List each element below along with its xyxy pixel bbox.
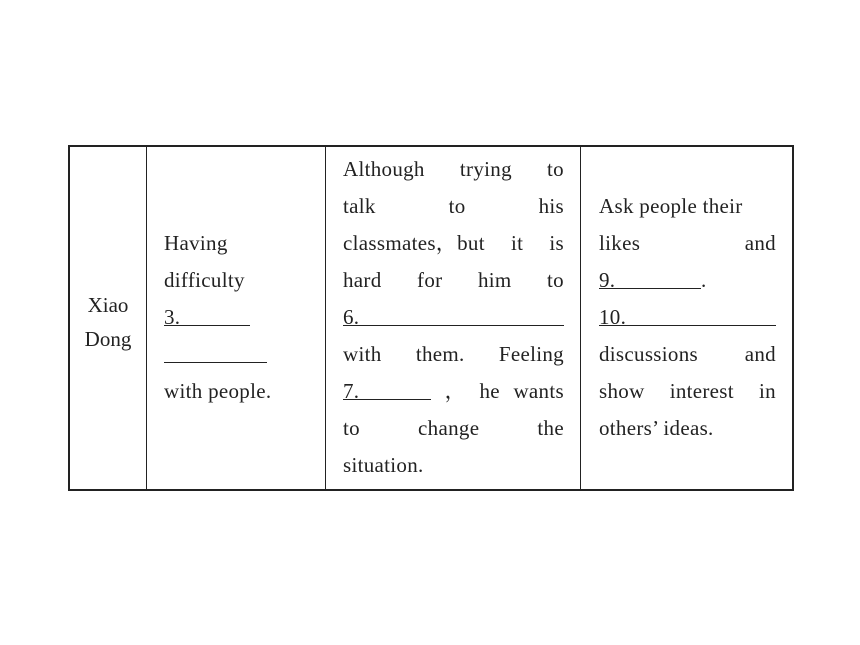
situation-line-2 xyxy=(326,188,580,225)
word: likes xyxy=(599,231,641,255)
word: is xyxy=(549,231,564,255)
word: change xyxy=(418,416,480,440)
situation-line-8 xyxy=(326,410,580,447)
problem-line-3 xyxy=(147,299,325,336)
advice-line-3 xyxy=(581,262,792,299)
situation-line-3 xyxy=(326,225,580,262)
name-second: Dong xyxy=(84,327,132,351)
problem-cell xyxy=(147,147,326,489)
problem-line-blank xyxy=(147,336,325,373)
period: . xyxy=(701,268,707,292)
word: to xyxy=(547,157,564,181)
blank-3-continued[interactable] xyxy=(164,336,267,363)
blank-9-label: 9. xyxy=(599,268,616,292)
advice-line-5 xyxy=(581,336,792,373)
word: wants xyxy=(513,379,564,403)
word: the xyxy=(537,416,564,440)
answer-table xyxy=(68,145,794,491)
problem-line-2: difficulty xyxy=(164,268,245,292)
word: Although xyxy=(343,157,425,181)
word: his xyxy=(538,194,564,218)
blank-3-label: 3. xyxy=(164,305,181,329)
word: discussions xyxy=(599,342,698,366)
word: to xyxy=(547,268,564,292)
word: it xyxy=(510,231,524,255)
blank-9[interactable] xyxy=(599,262,701,292)
situation-line-5 xyxy=(326,299,580,336)
situation-line-1 xyxy=(326,151,580,188)
word: talk xyxy=(343,194,376,218)
name-first: Xiao xyxy=(87,293,129,317)
word: ， xyxy=(444,379,466,403)
situation-line-9: situation. xyxy=(343,453,424,477)
situation-line-7 xyxy=(326,373,580,410)
word: in xyxy=(759,379,776,403)
word: trying xyxy=(459,157,512,181)
word: show xyxy=(599,379,645,403)
word: classmates，but xyxy=(343,231,485,255)
advice-cell xyxy=(581,147,792,489)
word: for xyxy=(417,268,443,292)
blank-6[interactable] xyxy=(343,299,564,329)
word: with xyxy=(343,342,382,366)
blank-10-label: 10. xyxy=(599,305,627,329)
blank-10[interactable] xyxy=(599,299,776,329)
blank-3[interactable] xyxy=(164,299,250,329)
advice-line-1: Ask people their xyxy=(599,194,743,218)
blank-6-label: 6. xyxy=(343,305,360,329)
situation-line-6 xyxy=(326,336,580,373)
blank-7[interactable] xyxy=(343,373,431,403)
blank-7-label: 7. xyxy=(343,379,360,403)
problem-line-4: with people. xyxy=(164,379,272,403)
word: interest xyxy=(669,379,734,403)
word: to xyxy=(448,194,466,218)
word: he xyxy=(479,379,500,403)
problem-line-1: Having xyxy=(164,231,228,255)
advice-line-2 xyxy=(581,225,792,262)
word: Feeling xyxy=(498,342,564,366)
word: him xyxy=(477,268,512,292)
word: them. xyxy=(415,342,465,366)
word: and xyxy=(744,342,776,366)
advice-line-6 xyxy=(581,373,792,410)
word: and xyxy=(744,231,776,255)
advice-line-4 xyxy=(581,299,792,336)
advice-line-7: others’ ideas. xyxy=(599,416,714,440)
word: to xyxy=(343,416,360,440)
situation-cell xyxy=(326,147,581,489)
name-cell xyxy=(70,147,147,489)
situation-line-4 xyxy=(326,262,580,299)
student-name xyxy=(70,288,146,356)
word: hard xyxy=(343,268,382,292)
